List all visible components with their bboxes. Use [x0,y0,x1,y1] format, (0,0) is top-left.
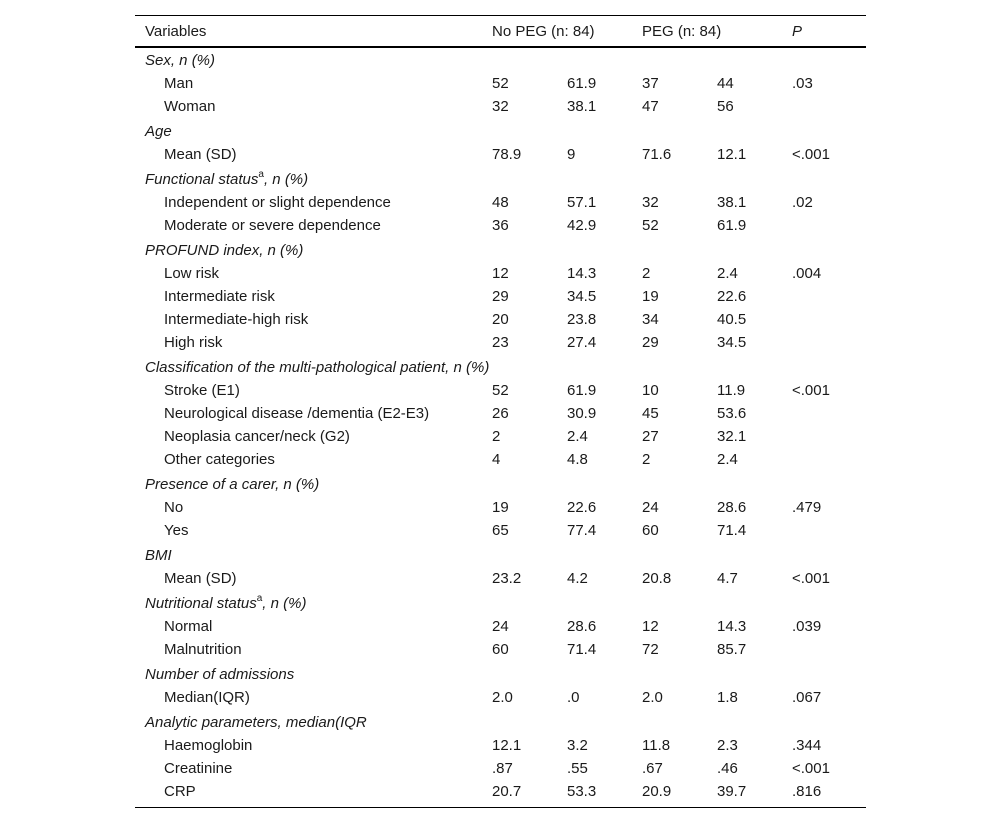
section-title [145,473,319,496]
no-peg-n: 12 [492,265,509,282]
no-peg-n: 78.9 [492,146,522,163]
section-header-row [135,473,866,496]
peg-n: 60 [642,522,659,539]
no-peg-value: 3.2 [567,737,588,754]
row-label: Other categories [164,451,275,468]
section-title-text: Nutritional status [145,595,257,612]
peg-n: 29 [642,334,659,351]
no-peg-value: 14.3 [567,265,597,282]
p-value: .039 [792,618,822,635]
row-label: Low risk [164,265,220,282]
no-peg-n: 60 [492,641,509,658]
section-header-row [135,120,866,143]
peg-value: 2.4 [717,265,738,282]
no-peg-value: 28.6 [567,618,597,635]
peg-n: 52 [642,217,659,234]
peg-value: 14.3 [717,618,747,635]
p-value: <.001 [792,760,830,777]
row-label: Malnutrition [164,641,242,658]
section-title [145,49,215,72]
no-peg-n: 48 [492,194,509,211]
peg-n: 32 [642,194,659,211]
peg-value: 44 [717,75,734,92]
p-value: .004 [792,265,822,282]
top-rule [135,15,866,16]
table-row [135,615,866,638]
section-title-text: BMI [145,547,172,564]
no-peg-value: 42.9 [567,217,597,234]
no-peg-value: 34.5 [567,288,597,305]
p-value: .479 [792,499,822,516]
peg-value: 1.8 [717,689,738,706]
header-row [135,20,866,43]
row-label: Mean (SD) [164,146,237,163]
section-title [145,356,489,379]
section-header-row [135,356,866,379]
table-row [135,780,866,803]
table-row [135,72,866,95]
peg-value: 61.9 [717,217,747,234]
peg-n: 2 [642,265,651,282]
table-row [135,402,866,425]
section-title [145,592,306,615]
table-row [135,95,866,118]
table-row [135,331,866,354]
row-label: High risk [164,334,223,351]
peg-n: 34 [642,311,659,328]
no-peg-n: 65 [492,522,509,539]
row-label: CRP [164,783,196,800]
no-peg-n: 52 [492,382,509,399]
header-p: P [792,23,803,40]
peg-n: 72 [642,641,659,658]
peg-value: 28.6 [717,499,747,516]
table-row [135,638,866,661]
no-peg-value: 22.6 [567,499,597,516]
row-label: Stroke (E1) [164,382,240,399]
row-label: Creatinine [164,760,233,777]
p-value: <.001 [792,570,830,587]
table-row [135,519,866,542]
section-header-row [135,592,866,615]
row-label: Woman [164,98,216,115]
peg-value: 56 [717,98,734,115]
row-label: Moderate or severe dependence [164,217,381,234]
no-peg-value: .0 [567,689,580,706]
peg-value: 40.5 [717,311,747,328]
peg-value: 4.7 [717,570,738,587]
table-row [135,448,866,471]
no-peg-value: 2.4 [567,428,588,445]
header-no-peg: No PEG (n: 84) [492,23,595,40]
p-value: .02 [792,194,813,211]
peg-n: 71.6 [642,146,672,163]
peg-n: 47 [642,98,659,115]
table-row [135,757,866,780]
table-row [135,496,866,519]
section-header-row [135,663,866,686]
section-title [145,663,294,686]
row-label: Mean (SD) [164,570,237,587]
row-label: Neoplasia cancer/neck (G2) [164,428,350,445]
peg-n: 2 [642,451,651,468]
p-value: <.001 [792,382,830,399]
no-peg-value: 61.9 [567,382,597,399]
peg-n: 24 [642,499,659,516]
no-peg-n: 19 [492,499,509,516]
peg-n: 37 [642,75,659,92]
table-row [135,285,866,308]
no-peg-n: .87 [492,760,513,777]
peg-n: 11.8 [642,737,671,754]
no-peg-value: 61.9 [567,75,597,92]
section-title [145,239,303,262]
table-row [135,143,866,166]
table-row [135,686,866,709]
section-header-row [135,239,866,262]
peg-n: .67 [642,760,663,777]
footnote-marker: a [256,593,263,604]
no-peg-n: 2.0 [492,689,513,706]
section-title [145,711,367,734]
peg-n: 2.0 [642,689,663,706]
section-title-suffix: , n (%) [262,595,307,612]
table-row [135,379,866,402]
peg-value: 2.4 [717,451,738,468]
no-peg-n: 26 [492,405,509,422]
section-header-row [135,711,866,734]
row-label: Man [164,75,194,92]
row-label: Intermediate risk [164,288,275,305]
section-title-text: PROFUND index, n (%) [145,242,304,259]
section-title-suffix: , n (%) [263,171,309,188]
peg-value: 39.7 [717,783,747,800]
section-header-row [135,544,866,567]
peg-n: 12 [642,618,659,635]
no-peg-n: 36 [492,217,509,234]
no-peg-value: 57.1 [567,194,597,211]
section-title [145,120,172,143]
row-label: No [164,499,184,516]
peg-value: 34.5 [717,334,747,351]
no-peg-n: 12.1 [492,737,522,754]
row-label: Neurological disease /dementia (E2-E3) [164,405,430,422]
p-value: .067 [792,689,822,706]
peg-value: 85.7 [717,641,747,658]
section-title-text: Classification of the multi-pathological patient, n (%) [145,359,490,376]
no-peg-n: 52 [492,75,509,92]
footnote-marker: a [258,169,264,180]
section-title-text: Analytic parameters, median(IQR [145,714,367,731]
no-peg-n: 20 [492,311,509,328]
peg-n: 19 [642,288,659,305]
no-peg-n: 23.2 [492,570,522,587]
no-peg-value: 53.3 [567,783,597,800]
peg-value: 38.1 [717,194,747,211]
row-label: Intermediate-high risk [164,311,309,328]
no-peg-value: 71.4 [567,641,597,658]
peg-n: 20.8 [642,570,672,587]
table-row [135,425,866,448]
table-row [135,262,866,285]
section-title-text: Age [145,123,172,140]
peg-n: 10 [642,382,659,399]
p-value: .03 [792,75,813,92]
peg-value: 53.6 [717,405,747,422]
no-peg-n: 4 [492,451,501,468]
table-row [135,191,866,214]
no-peg-n: 29 [492,288,509,305]
row-label: Independent or slight dependence [164,194,391,211]
peg-value: 12.1 [717,146,747,163]
no-peg-value: 27.4 [567,334,597,351]
p-value: <.001 [792,146,830,163]
peg-value: 2.3 [717,737,738,754]
row-label: Haemoglobin [164,737,253,754]
peg-n: 45 [642,405,659,422]
peg-value: 22.6 [717,288,747,305]
section-header-row [135,49,866,72]
table-row [135,567,866,590]
peg-n: 20.9 [642,783,672,800]
table-row [135,734,866,757]
peg-value: 32.1 [717,428,747,445]
table-row [135,308,866,331]
no-peg-n: 23 [492,334,509,351]
peg-value: 11.9 [717,382,746,399]
section-title-text: Presence of a carer, n (%) [145,476,320,493]
peg-value: 71.4 [717,522,747,539]
no-peg-value: 4.2 [567,570,588,587]
no-peg-value: 30.9 [567,405,597,422]
bottom-rule [135,807,866,808]
no-peg-value: 23.8 [567,311,597,328]
header-peg: PEG (n: 84) [642,23,722,40]
no-peg-value: 77.4 [567,522,597,539]
section-title-text: Sex, n (%) [145,52,216,69]
no-peg-value: 9 [567,146,576,163]
no-peg-value: 38.1 [567,98,597,115]
section-title [145,168,308,191]
section-title-text: Number of admissions [145,666,295,683]
no-peg-n: 24 [492,618,509,635]
row-label: Median(IQR) [164,689,250,706]
p-value: .344 [792,737,822,754]
no-peg-n: 32 [492,98,509,115]
row-label: Normal [164,618,213,635]
section-title-text: Functional status [145,171,259,188]
section-title [145,544,172,567]
no-peg-n: 2 [492,428,501,445]
header-variables: Variables [145,23,207,40]
table-row [135,214,866,237]
row-label: Yes [164,522,189,539]
no-peg-value: .55 [567,760,588,777]
peg-n: 27 [642,428,659,445]
header-rule [135,46,866,48]
p-value: .816 [792,783,822,800]
no-peg-n: 20.7 [492,783,522,800]
section-header-row [135,168,866,191]
no-peg-value: 4.8 [567,451,588,468]
peg-value: .46 [717,760,738,777]
